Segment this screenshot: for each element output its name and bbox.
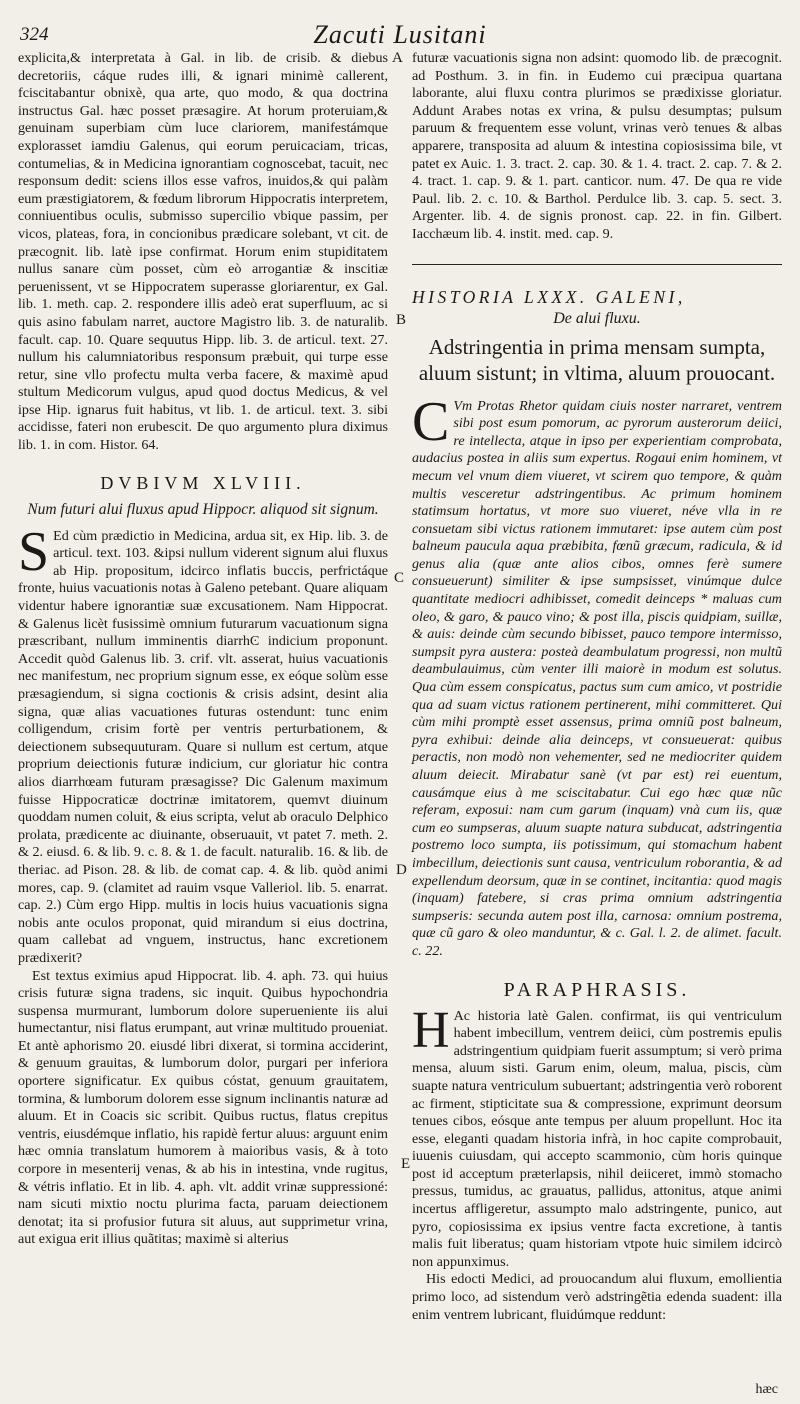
left-paragraph-2-text: Ed cùm prædictio in Medicina, ardua sit, ex Hip. lib. 3. de articul. text. 103. &ipsi nullum viderent signum alui fluxus ab Hip. propositum, idcirco inflatis buccis, perfrictáque fronte, huius vacuationis notas à Galeno petebant. Quare aliquam videntur habere ignorantiæ suæ excusationem. Nam Hippocrat. & Galenus licèt fusissimè omnium futurarum vacuationum signa præscribant, nullum imminentis diarrhϾ indicium proponunt. Accedit quòd Galenus lib. 3. crif. vlt. asserat, huius vacuationis nec manifestum, nec proprium signum esse, ex eóque solùm esse præsagiendum, si signa coctionis & crisis adsint, desint alia signa, quæ alias vacuationes futuras ostendunt: tunc enim colligendum, crisim fortè per ventris perturbationem, & deiectionem subsequuturam. Quare si nullum est certum, atque proprium deiectionis futuræ indicium, cur gloriatur hic contra alios diarrhœam futuram præsagisse? Dic Galenum maximum fuisse Hippocraticæ doctrinæ imitatorem, quemvt diuinum quoddam numen coluit, & eius scripta, velut ab oraculo Delphico prolata, prædicente ac diuinante, obseruauit, vt patet 7. meth. 2. & 2. eiusd. 6. & lib. 9. c. 8. & 1. de facult. naturalib. 16. & lib. de theriac. ad Pison. 28. & lib. de comat cap. 4. & lib. quòd animi mores, cap. 9. (clamitet ad rauim vsque Valleriol. lib. 5. enarrat. cap. 2.) Cùm ergo Hipp. multis in locis huius vacuationis signa nobis ante oculos proponat, quid mirandum si eius doctrina, quam callebat ad vnguem, instructus, hanc excretionem prædixerit? — [18, 527, 388, 966]
running-head: Zacuti Lusitani — [313, 20, 487, 49]
catchword: hæc — [755, 1382, 778, 1397]
drop-cap-h: H — [412, 1001, 450, 1059]
right-paragraph-1: futuræ vacuationis signa non adsint: quomodo lib. de præcognit. ad Posthum. 3. in fin. in Eudemo cui præcipua quartana laborante, alui fluxu contra plurimos se prædixisse gloriatur. Addunt Arabes notas ex vrina, & pulsu desumptas; pulsum paruum & frequentem esse volunt, vrinas verò tenues & albas apparere, transposita ad aluum & intestina copiosissima bile, vt patet ex Auic. 1. 3. tract. 2. cap. 30. & 1. 4. tract. 2. cap. 7. & 2. 4. tract. 1. cap. 9. & 1. part. canticor. num. 47. De qua re vide Paul. lib. 2. c. 10. & Barthol. Perdulce lib. 3. cap. 5. sect. 3. Argenter. lib. 4. de signis pronost. cap. 22. in fin. Gilbert. Iacchæum lib. 4. instit. med. cap. 9. — [412, 50, 782, 242]
page-number: 324 — [20, 24, 49, 45]
dubium-question: Num futuri alui fluxus apud Hippocr. aliquod sit signum. — [27, 500, 379, 518]
left-column — [18, 50, 388, 1249]
historia-subtitle: De alui fluxu. — [553, 309, 641, 327]
section-rule — [412, 264, 782, 265]
historia-story-text: Vm Protas Rhetor quidam ciuis noster narraret, ventrem sibi post esum pomorum, ac pyrorum austerorum deiici, re intellecta, atque in ipso per experientiam comprobata, audacius postea in aliis sum expertus. Rogaui enim hominem, vt mecum vel vnum diem viueret, vt scirem quo tempore, & quàm multis vesceretur adstringentibus. Ac primum hominem statimsum hortatus, vt more suo viueret, néve vlla in re consuetam sibi victus rationem immutaret: ipse autem cùm post balneum paucula aqua præbibita, fœnũ græcum, radicula, & id genus alia (quæ ante alios cibos, omnes ferè sumere consueuerunt) similiter & ipse sumpsisset, vinúmque dulce quantitate mediocri adhibisset, comedit deinceps * maluas cum oleo, & garo, & pauco vino; & post illa, piscis quidpiam, suillæ, & auis: deinde cùm secundo bibisset, pauco tempore intermisso, sumpsit pyra austera: posteà deambulatum progressi, non multũ deambulauimus, cùm venter illi maiorè in modum est solutus. Qua cùm essem conspicatus, pactus sum cum amico, vt postridie qua ad suam victus rationem pertinerent, mihi committeret. Qui cùm mihi promptè esset assensus, prima omniũ post balneum, pyra exhibui: deinde alia deinceps, vt consueuerat: quibus peractis, non modò non vehementer, sed ne mediocriter quidem aluum deiecit. Mirabatur sanè (vt par est) rei euentum, causámque eius à me sciscitabatur. Cui ego hæc quæ nũc referam, exposui: nam cum garum (inquam) vnà cum iis, quæ cum eo sumpseras, aluum suapte natura subducat, adstringentia postremo loco sumpta, iis potissimum, qui stomachum habent imbecillum, deiectionis sunt causa, ventriculum roborantia, & ad expellendum deorsum, quæ in se continet, incitantia: quod magis (inquam) fatebere, si cras prima omnium adstringentia sumpseris: secunda autem post illa, carnosa: omnium postrema, quæ cũ garo & oleo manduntur, & c. Gal. l. 2. de alimet. facult. c. 22. — [412, 397, 782, 959]
margin-letter-d: D — [396, 862, 407, 878]
historia-story — [412, 390, 782, 961]
historia-title: HISTORIA LXXX. GALENI, — [412, 286, 686, 307]
right-column — [412, 50, 782, 1324]
historia-summary: Adstringentia in prima mensam sumpta, aluum sistunt; in vltima, aluum prouocant. — [418, 334, 776, 385]
margin-letter-a: A — [392, 50, 403, 66]
drop-cap-s: S — [18, 520, 50, 583]
paraphrasis-paragraph-2: His edocti Medici, ad prouocandum alui fluxum, emollientia primo loco, ad sistendum verò adstringẽtia edenda suadent: illa enim ventrem lubricant, fluidúmque reddunt: — [412, 1271, 782, 1323]
left-paragraph-2 — [18, 520, 388, 968]
page-header — [20, 18, 780, 54]
left-paragraph-3: Est textus eximius apud Hippocrat. lib. 4. aph. 73. qui huius crisis futuræ signa tradens, sic inquit. Quibus hypochondria suspensa murmurant, lumborum dolore superueniente iis alui humectantur, nisi flatus erumpant, aut vrinæ multitudo proueniat. Et antè aphorismo 20. eiusdé libri dixerat, si tormina acciderint, & genuum grauitas, & lumborum dolor, purgari per inferiora oportere significatur. Ex quibus cóstat, genuum grauitatem, tormina, & lumborum dolorem esse signum inclinantis naturæ ad aluum. Et in Coacis sic scribit. Quibus ructus, flatus crepitus ventris, eiusdémque inflatio, his rapidè fertur aluus: arguunt enim hæc omnia translatum humorem à maioribus vasis, & à toto corpore in mesenterij venas, & ab his in intestina, vnde rugitus, & vétris inflatio. Et in lib. 4. aph. vlt. addit vrinæ suppressioné: nam sicuti mixtio noctu plurima facta, paruam deiectionem denotat; ita si profusior futura sit aluus, aut supprimetur vrina, aut exigua erit illius quãtitas; maximè si alterius — [18, 967, 388, 1248]
dubium-title: DVBIVM XLVIII. — [100, 472, 306, 493]
margin-letter-b: B — [396, 312, 407, 328]
paraphrasis-paragraph-1-text: Ac historia latè Galen. confirmat, iis qui ventriculum habent imbecillum, ventrem deiici, cùm postremis epulis adstringentium quidpiam fuerit assumptum; si verò prima mensa, aluum sisti. Garum enim, oleum, malua, piscis, cùm suapte natura ventriculum subuertant; adstringentia verò roborent ac firment, stipticitate sua & compressione, exprimunt deorsum tenues cibos, eósque ante tempus per aluum propellunt. Hoc ita esse, eleganti quadam historia infrà, in hoc capite comprobauit, iuuenis cuiusdam, qui accepto scammonio, cùm horis quinque post id acceptum præterlapsis, nihil deiiceret, immò stomacho pressus, tumidus, ac grauatus, pallidus, attonitus, atque animi incertus affligeretur, assumpto malo adstringente, punico, aut pyro, copiosissima ex ipsius ventre facta excretione, à tantis malis fuit liberatus; quam historiam vtpote huic similem idcircò non appunximus. — [412, 1007, 782, 1270]
drop-cap-c: C — [412, 390, 450, 453]
margin-letter-e: E — [401, 1156, 411, 1172]
left-paragraph-1: explicita,& interpretata à Gal. in lib. de crisib. & diebus decretoriis, cáque rudes illi, & ignari minimè callerent, fciscitabantur obnixè, qua arte, quo modo, & qua doctrina instructus Gal. hæc posset præsagire. At horum proteruiam,& genuinam superbiam cùm luce clariorem, manifestámque explorasset iamdiu Galenus, qui eorum peruicaciam, tricas, contumelias, & in Medicina ignorantiam cognoscebat, tacuit, nec responsum dedit: sciens illos esse vafros, inuidos,& qui palàm eum præstigiatorem, & fœdum librorum Hippocratis interpretem, conniuentibus oculis, submisso supercilio vbique passim, per vicos, plateas, fora, in concionibus prædicare solebant, vt cit. de præcognit. lib. latè ipse confirmat. Horum enim stupiditatem nullus sanare cùm posset, cùm eò arrogantiæ & inscitiæ peruenissent, vt se Hippocratem superasse gloriarentur, ex Gal. lib. 1. meth. cap. 2. respondere illis adeò erat superfluum, ac si quis asino fabulam narret, auctore Magistro lib. 3. de naturalib. facult. cap. 10. Quare sequutus Hipp. lib. 3. de articul. text. 27. nullum his calumniatoribus responsum præbuit, qui turpe esse retur, sine vllo profectu multa verba facere, & maximè apud stultum Medicorum vulgus, apud quod doctus Medicus, & vel ipse Hip. ignarus fuit habitus, vt lib. 1. de articul. text. 3. sibi accidisse, fateri non erubescit. De quo argumento plura diximus lib. 1. in com. Histor. 64. — [18, 50, 388, 454]
paraphrasis-paragraph-1 — [412, 1001, 782, 1272]
paraphrasis-title: PARAPHRASIS. — [503, 978, 691, 1001]
margin-letter-c: C — [394, 570, 405, 586]
